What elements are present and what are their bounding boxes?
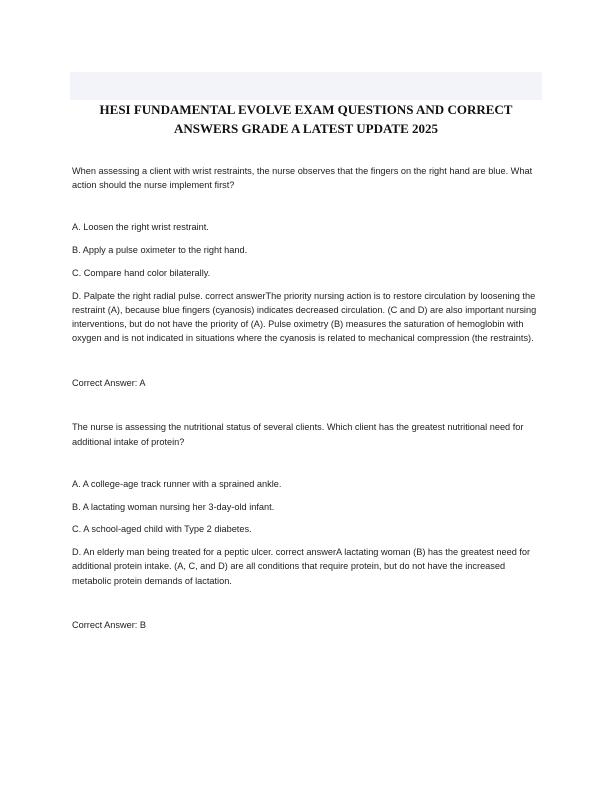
document-body xyxy=(72,164,542,633)
correct-answer: Correct Answer: B xyxy=(72,620,147,631)
answer-option-d: D. Palpate the right radial pulse. correct answerThe priority nursing action is to restore circulation by loosening the restraint (A), because blue fingers (cyanosis) indicates decreased circulation. (C and D) are also important nursing interventions, but do not have the priority of (A). Pulse oximetry (B) measures the saturation of hemoglobin with oxygen and is not indicated in situations where the cyanosis is related to mechanical compression (the restraints). xyxy=(72,290,537,344)
page-title xyxy=(72,100,540,138)
question-prompt: When assessing a client with wrist restraints, the nurse observes that the fingers on the right hand are blue. What action should the nurse implement first? xyxy=(72,166,533,191)
answer-option-a: A. Loosen the right wrist restraint. xyxy=(72,222,209,233)
correct-answer: Correct Answer: A xyxy=(72,378,146,389)
question-prompt: The nurse is assessing the nutritional status of several clients. Which client has the greatest nutritional need for additional intake of protein? xyxy=(72,422,524,447)
answer-option-c: C. Compare hand color bilaterally. xyxy=(72,268,211,278)
question-block-1 xyxy=(72,164,542,390)
answer-option-b: B. A lactating woman nursing her 3-day-old infant. xyxy=(72,501,275,512)
answer-option-a: A. A college-age track runner with a sprained ankle. xyxy=(72,478,282,489)
title-line-1: HESI FUNDAMENTAL EVOLVE EXAM QUESTIONS AND CORRECT xyxy=(99,102,513,117)
answer-option-b: B. Apply a pulse oximeter to the right hand. xyxy=(72,245,248,256)
answer-option-c: C. A school-aged child with Type 2 diabetes. xyxy=(72,524,252,535)
title-line-2: ANSWERS GRADE A LATEST UPDATE 2025 xyxy=(173,121,439,136)
question-block-2 xyxy=(72,420,542,632)
answer-option-d: D. An elderly man being treated for a peptic ulcer. correct answerA lactating woman (B) has the greatest need for additional protein intake. (A, C, and D) are all conditions that require protein, but do not have the increased metabolic protein demands of lactation. xyxy=(72,547,531,586)
header-band xyxy=(70,72,542,100)
